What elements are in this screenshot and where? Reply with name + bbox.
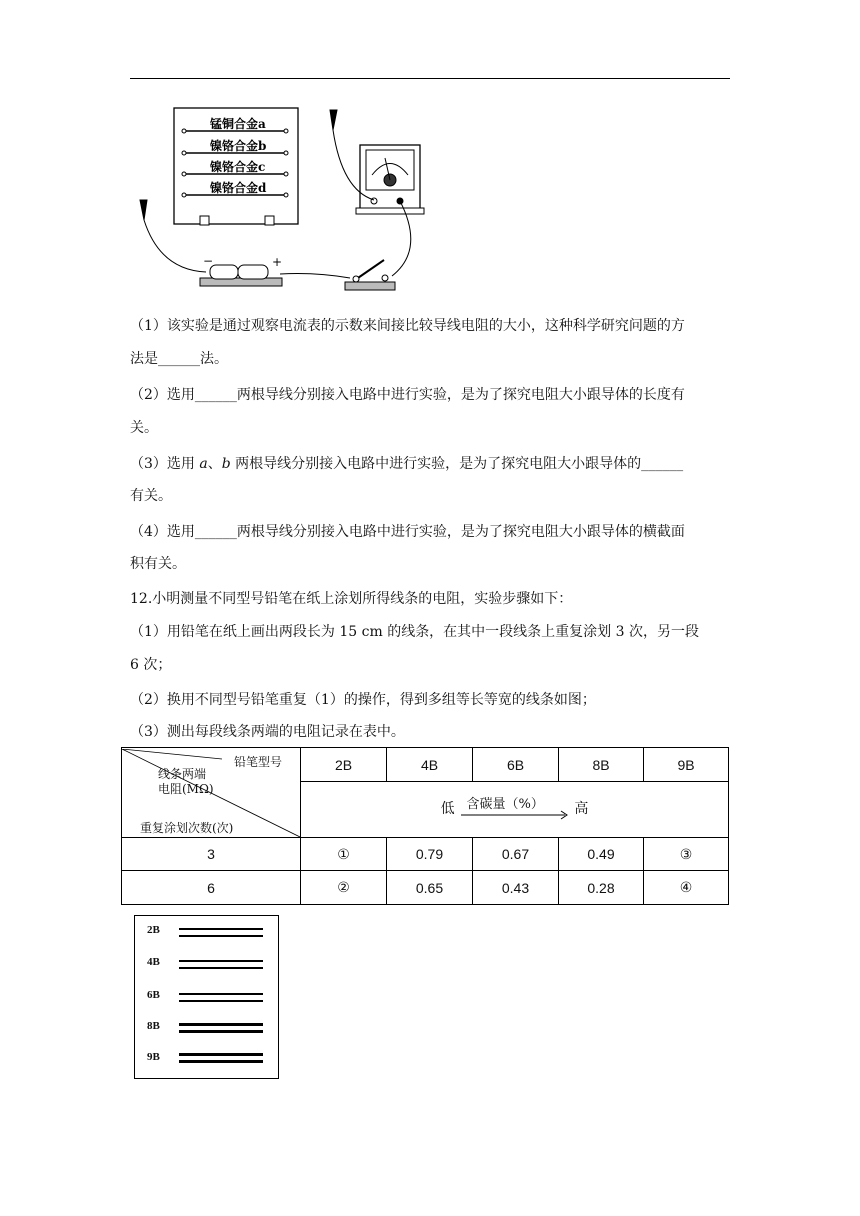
q12-step2: （2）换用不同型号铅笔重复（1）的操作，得到多组等长等宽的线条如图； [130,692,596,708]
value-cell: ① [301,838,387,871]
ammeter [356,145,424,214]
header-8b: 8B [559,748,644,782]
board-foot-left [200,216,209,225]
line-2b-2 [179,935,263,937]
board-foot-right [265,216,274,225]
header-9b: 9B [644,748,729,782]
battery [200,265,282,286]
table-row-6-times [122,871,729,905]
value-cell: ④ [644,871,729,905]
header-6b: 6B [473,748,559,782]
pencil-label-8b: 8B [147,1020,160,1032]
q11-part4-line2: 积有关。 [130,556,186,572]
corner-bottom-label: 重复涂划次数(次) [140,820,234,835]
board-label-c: 镍铬合金c [210,160,266,174]
line-6b-1 [179,993,263,995]
q12-step1-line1: （1）用铅笔在纸上画出两段长为 15 cm 的线条，在其中一段线条上重复涂划 3 次，另一段 [130,624,699,640]
carbon-low: 低 [440,801,455,818]
pencil-lines-figure [134,915,279,1079]
header-4b: 4B [387,748,473,782]
clip-left [140,200,147,220]
line-2b-1 [179,928,263,930]
switch [345,260,395,290]
times-cell: 3 [122,838,301,871]
resistance-table [121,747,729,905]
q11-part1-line1: （1）该实验是通过观察电流表的示数来间接比较导线电阻的大小，这种科学研究问题的方 [130,318,685,334]
q11-part3-sep: 、 [207,456,222,472]
q11-part2-line1: （2）选用______两根导线分别接入电路中进行实验，是为了探究电阻大小跟导体的长度有 [130,387,685,403]
line-4b-2 [179,967,263,969]
table-row-3-times [122,838,729,871]
corner-mid-label-1: 线条两端 [158,766,207,781]
q12-step1-line2: 6 次； [130,657,172,673]
board-label-a: 锰铜合金a [210,117,266,131]
value-cell: 0.43 [473,871,559,905]
q11-part3-line2: 有关。 [130,488,172,504]
battery-minus: − [203,254,214,268]
corner-cell [122,748,301,838]
pencil-label-4b: 4B [147,956,160,968]
carbon-label: 含碳量（%） [466,796,544,812]
value-cell: 0.49 [559,838,644,871]
value-cell: 0.65 [387,871,473,905]
q11-part3-post: 两根导线分别接入电路中进行实验，是为了探究电阻大小跟导体的______ [230,456,684,472]
q11-part3-pre: （3）选用 [130,456,200,472]
board-label-d: 镍铬合金d [210,181,267,195]
arrow-icon [459,799,571,821]
q11-part2-line2: 关。 [130,420,158,436]
corner-top-label: 铅笔型号 [234,754,283,769]
q11-part3-line1 [130,454,730,474]
header-rule [130,78,730,79]
line-9b-1 [179,1053,263,1056]
q11-part1-line2: 法是______法。 [130,351,228,367]
line-9b-2 [179,1060,263,1063]
header-2b: 2B [301,748,387,782]
line-8b-1 [179,1023,263,1026]
board-label-b: 镍铬合金b [210,139,267,153]
corner-mid-label-2: 电阻(MΩ) [158,781,214,796]
line-4b-1 [179,960,263,962]
pencil-label-2b: 2B [147,924,160,936]
clip-right [330,110,337,130]
value-cell: 0.67 [473,838,559,871]
q11-part4-line1: （4）选用______两根导线分别接入电路中进行实验，是为了探究电阻大小跟导体的横截面 [130,524,685,540]
value-cell: ② [301,871,387,905]
pencil-label-9b: 9B [147,1051,160,1063]
value-cell: ③ [644,838,729,871]
q12-title: 12.小明测量不同型号铅笔在纸上涂划所得线条的电阻，实验步骤如下： [130,591,573,607]
line-6b-2 [179,1000,263,1002]
q12-step3: （3）测出每段线条两端的电阻记录在表中。 [130,724,405,740]
q11-part3-b: b [221,456,231,472]
carbon-high: 高 [574,801,589,818]
q11-part3-a: a [199,456,208,472]
circuit-figure [130,100,450,300]
pencil-label-6b: 6B [147,989,160,1001]
line-8b-2 [179,1030,263,1033]
times-cell: 6 [122,871,301,905]
table-header-row [122,748,729,782]
carbon-cell [301,782,729,838]
value-cell: 0.28 [559,871,644,905]
battery-plus: + [272,255,283,269]
carbon-arrow [459,796,571,821]
value-cell: 0.79 [387,838,473,871]
